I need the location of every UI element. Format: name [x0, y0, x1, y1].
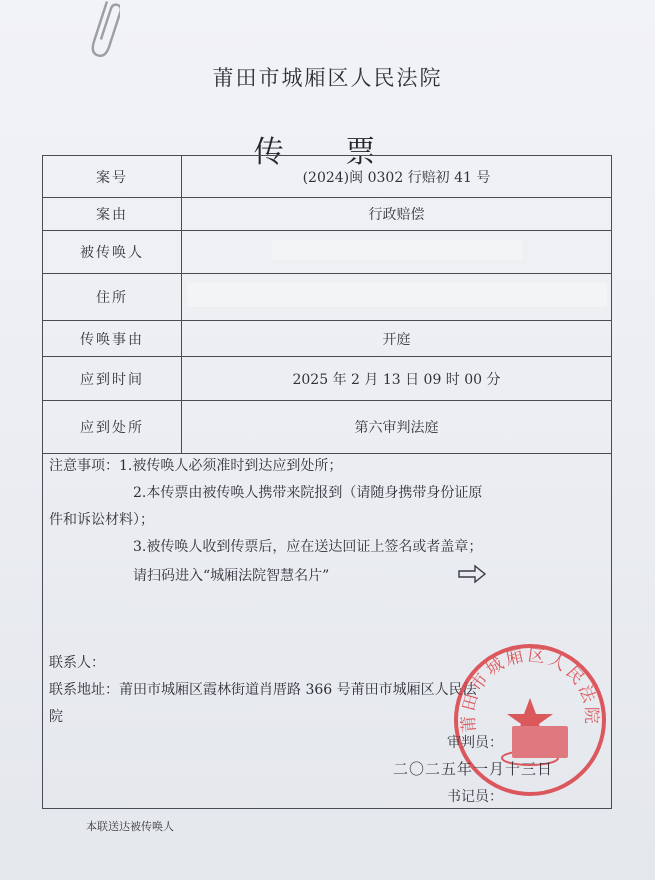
- clerk-label: 书记员：: [447, 789, 503, 805]
- row-summoned-person: [43, 231, 612, 274]
- seal-text: 莆田市城厢区人民法院: [458, 645, 602, 734]
- place-value: 第六审判法庭: [182, 401, 612, 454]
- qr-hint: 请扫码进入“城厢法院智慧名片”: [133, 568, 330, 584]
- cause-label: 案由: [43, 198, 182, 231]
- note-item-2: 2.本传票由被传唤人携带来院报到（请随身携带身份证原: [133, 485, 483, 501]
- note-item-1: 1.被传唤人必须准时到达应到处所；: [119, 458, 343, 474]
- document-title: 传 票: [253, 135, 402, 170]
- notes-heading: 注意事项：: [49, 458, 119, 474]
- summoned-person-label: 被传唤人: [43, 231, 182, 274]
- reason-value: 开庭: [182, 321, 612, 357]
- paper-clip-icon: [88, 0, 120, 62]
- contact-address-line-2: 院: [49, 709, 63, 725]
- note-item-2-cont: 件和诉讼材料）；: [49, 512, 154, 528]
- case-number-value: (2024)闽 0302 行赔初 41 号: [182, 156, 612, 198]
- address-label: 住所: [43, 274, 182, 321]
- case-number-label: 案号: [43, 156, 182, 198]
- row-reason: [43, 321, 612, 357]
- notes-line-1: [49, 453, 342, 480]
- cause-value: 行政赔偿: [182, 198, 612, 231]
- row-place: [43, 401, 612, 454]
- signature-date: 二〇二五年一月十三日: [393, 760, 554, 778]
- row-address: [43, 274, 612, 321]
- contact-address-line-1: 联系地址：莆田市城厢区霞林街道肖厝路 366 号莆田市城厢区人民法: [49, 682, 477, 698]
- address-value: [182, 274, 612, 321]
- time-label: 应到时间: [43, 357, 182, 401]
- right-arrow-icon: [457, 564, 487, 584]
- place-label: 应到处所: [43, 401, 182, 454]
- court-name: 莆田市城厢区人民法院: [212, 66, 443, 90]
- footer-note: 本联送达被传唤人: [86, 820, 174, 833]
- note-item-3: 3.被传唤人收到传票后，应在送达回证上签名或者盖章；: [133, 539, 483, 555]
- contact-person-label: 联系人：: [49, 655, 105, 671]
- redacted-address: [187, 283, 607, 307]
- summons-table: [42, 155, 612, 454]
- row-cause: [43, 198, 612, 231]
- reason-label: 传唤事由: [43, 321, 182, 357]
- judge-label: 审判员：: [447, 735, 503, 751]
- redacted-judge-name: [512, 726, 568, 758]
- redacted-name: [272, 240, 522, 260]
- summoned-person-value: [182, 231, 612, 274]
- row-case-number: [43, 156, 612, 198]
- time-value: 2025 年 2 月 13 日 09 时 00 分: [182, 357, 612, 401]
- row-time: [43, 357, 612, 401]
